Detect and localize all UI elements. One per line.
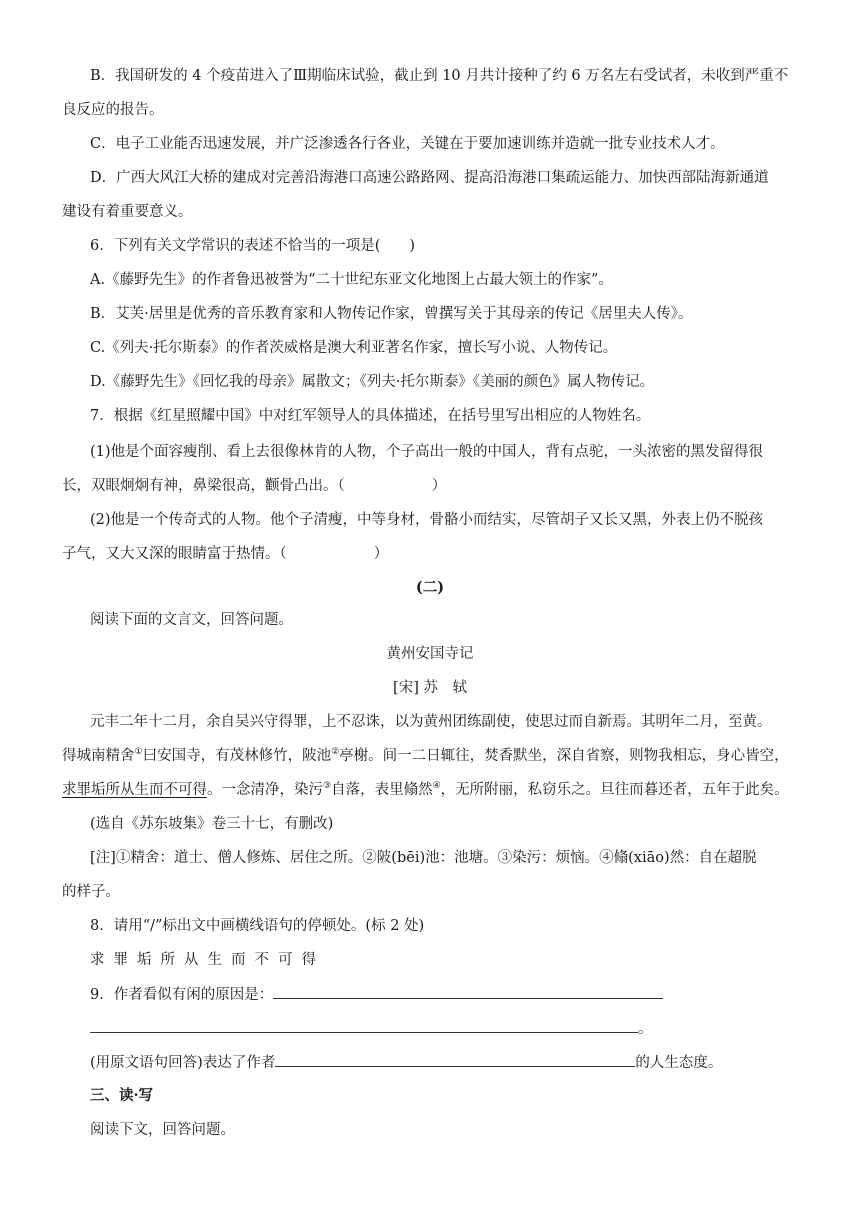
- q9-answer-blank-1[interactable]: [273, 984, 663, 999]
- notes-line2: 的样子。: [62, 884, 120, 900]
- section-2-intro: 阅读下面的文言文，回答问题。: [90, 612, 293, 628]
- passage-line1: 元丰二年十二月，余自吴兴守得罪，上不忍诛，以为黄州团练副使，使思过而自新焉。其明年二月，至黄。: [90, 714, 772, 730]
- passage-line3-part3: 自落，表里翛然: [331, 782, 433, 798]
- passage-line2: [62, 746, 789, 766]
- q6-option-c: C.《列夫·托尔斯泰》的作者茨威格是澳大利亚著名作家，擅长写小说、人物传记。: [90, 340, 618, 356]
- q5-option-b-line1: B．我国研发的 4 个疫苗进入了Ⅲ期临床试验，截止到 10 月共计接种了约 6 万名左右受试者，未收到严重不: [90, 68, 789, 84]
- q9-line2: [90, 1018, 653, 1039]
- section-3-heading: 三、读·写: [90, 1087, 154, 1104]
- footnote-mark-4: ④: [432, 781, 441, 792]
- q9-line1: [90, 984, 663, 1005]
- q5-option-b-line2: 良反应的报告。: [62, 102, 164, 118]
- footnote-mark-1: ①: [134, 747, 143, 758]
- q9-line3: [90, 1052, 722, 1073]
- footnote-mark-2: ②: [331, 747, 340, 758]
- q6-stem: 6．下列有关文学常识的表述不恰当的一项是( ): [90, 238, 416, 254]
- q9-answer-blank-2[interactable]: [90, 1018, 638, 1033]
- q6-option-b: B．艾芙·居里是优秀的音乐教育家和人物传记作家，曾撰写关于其母亲的传记《居里夫人传》。: [90, 306, 693, 322]
- underlined-sentence: 求罪垢所从生而不可得: [62, 782, 207, 798]
- passage-line2-part3: 亭榭。间一二日辄往，焚香默坐，深自省察，则物我相忘，身心皆空，: [339, 748, 789, 764]
- passage-line2-part1: 得城南精舍: [62, 748, 135, 764]
- q9-stem: 9．作者看似有闲的原因是：: [90, 987, 274, 1003]
- passage-title: 黄州安国寺记: [386, 646, 474, 662]
- q9-line2-end: 。: [638, 1021, 653, 1037]
- notes-line1: [注]①精舍：道士、僧人修炼、居住之所。②陂(bēi)池：池塘。③染污：烦恼。④翛(xiāo)然：自在超脱: [90, 850, 757, 866]
- q5-option-d-line1: D．广西大风江大桥的建成对完善沿海港口高速公路路网、提高沿海港口集疏运能力、加快西部陆海新通道: [90, 170, 769, 186]
- section-3-intro: 阅读下文，回答问题。: [90, 1122, 235, 1138]
- footnote-mark-3: ③: [323, 781, 332, 792]
- passage-line3-part2: 。一念清净，染污: [207, 782, 323, 798]
- q5-option-d-line2: 建设有着重要意义。: [62, 204, 193, 220]
- q9-suffix: 的人生态度。: [635, 1055, 723, 1071]
- q9-answer-blank-3[interactable]: [275, 1052, 635, 1067]
- q6-option-a: A.《藤野先生》的作者鲁迅被誉为“二十世纪东亚文化地图上占最大领土的作家”。: [90, 272, 613, 288]
- passage-source: (选自《苏东坡集》卷三十七，有删改): [90, 816, 334, 832]
- q5-option-c: C．电子工业能否迅速发展，并广泛渗透各行各业，关键在于要加速训练并造就一批专业技术人才。: [90, 136, 725, 152]
- q8-sentence[interactable]: 求罪垢所从生而不可得: [90, 952, 325, 968]
- q7-item2-line2[interactable]: 子气，又大又深的眼睛富于热情。（ ）: [62, 546, 389, 562]
- passage-line3-part4: ，无所附丽，私窃乐之。旦往而暮还者，五年于此矣。: [440, 782, 789, 798]
- q7-item1-line1: (1)他是个面容瘦削、看上去很像林肯的人物，个子高出一般的中国人，背有点驼，一头浓密的黑发留得很: [90, 444, 764, 460]
- passage-line2-part2: 曰安国寺，有茂林修竹，陂池: [142, 748, 332, 764]
- q8-stem: 8．请用“/”标出文中画横线语句的停顿处。(标 2 处): [90, 918, 425, 934]
- q9-prompt: (用原文语句回答)表达了作者: [90, 1055, 276, 1071]
- q7-item1-line2[interactable]: 长，双眼炯炯有神，鼻梁很高，颧骨凸出。（ ）: [62, 478, 447, 494]
- passage-line3: [62, 780, 789, 800]
- q7-item2-line1: (2)他是一个传奇式的人物。他个子清瘦，中等身材，骨骼小而结实，尽管胡子又长又黑，外表上仍不脱孩: [90, 512, 764, 528]
- q6-option-d: D.《藤野先生》《回忆我的母亲》属散文；《列夫·托尔斯泰》《美丽的颜色》属人物传记。: [90, 374, 655, 390]
- section-2-heading: (二): [415, 579, 445, 596]
- passage-author: [宋] 苏 轼: [393, 680, 467, 696]
- q7-stem: 7．根据《红星照耀中国》中对红军领导人的具体描述，在括号里写出相应的人物姓名。: [90, 408, 651, 424]
